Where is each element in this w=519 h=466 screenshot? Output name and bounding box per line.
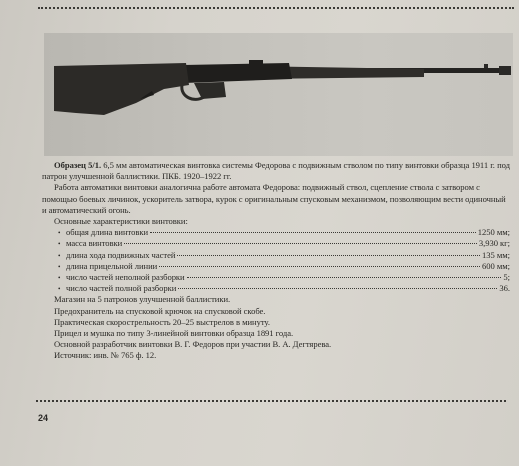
spec-value: 36. (499, 283, 510, 294)
spec-label: длина хода подвижных частей (66, 249, 176, 260)
note-line: Прицел и мушка по типу 3-линейной винтовки образца 1891 года. (54, 327, 294, 338)
spec-value: 5; (503, 271, 510, 282)
dot-leader (150, 232, 476, 233)
spec-item (58, 283, 510, 294)
bullet-icon: • (58, 273, 61, 282)
dot-leader (187, 277, 502, 278)
figure-caption (42, 160, 510, 182)
source-line: Источник: инв. № 765 ф. 12. (54, 350, 157, 361)
spec-item (58, 261, 510, 272)
note-line: Магазин на 5 патронов улучшенной баллистики. (54, 294, 231, 305)
spec-item (58, 238, 510, 249)
spec-label: общая длина винтовки (66, 227, 149, 238)
bullet-icon: • (58, 229, 61, 238)
bullet-icon: • (58, 251, 61, 260)
bullet-icon: • (58, 262, 61, 271)
spec-label: число частей полной разборки (66, 283, 177, 294)
spec-value: 1250 мм; (477, 227, 510, 238)
caption-label: Образец 5/1. (54, 160, 102, 170)
spec-label: длина прицельной линии (66, 260, 158, 271)
spec-label: масса винтовки (66, 238, 123, 249)
note-line: Основной разработчик винтовки В. Г. Федоров при участии В. А. Дегтярева. (54, 339, 332, 350)
note-line: Практическая скорострельность 20–25 выстрелов в минуту. (54, 316, 270, 327)
top-dotted-rule (38, 7, 514, 9)
bullet-icon: • (58, 240, 61, 249)
dot-leader (124, 243, 477, 244)
description-paragraph: Работа автоматики винтовки аналогична работе автомата Федорова: подвижный ствол, сцепление ствола с затвором с помощью боевых личинок, ускоритель затвора, курок с оригинальным спусковым механизмом, позволяющим вести одиночный и автоматический огонь. (42, 182, 506, 215)
spec-value: 3,930 кг; (478, 238, 510, 249)
dot-leader (177, 255, 480, 256)
bottom-dotted-rule (36, 400, 506, 402)
note-line: Предохранитель на спусковой крючок на спусковой скобе. (54, 305, 266, 316)
dot-leader (159, 266, 480, 267)
spec-item (58, 272, 510, 283)
article-text (42, 160, 510, 362)
spec-item (58, 250, 510, 261)
bullet-icon: • (58, 285, 61, 294)
rifle-photo (44, 33, 513, 156)
caption-text: 6,5 мм автоматическая винтовка системы Федорова с подвижным стволом по типу винтовки образца 1911 г. под патрон улучшенной баллистики. ПКБ. 1920–1922 гг. (42, 160, 510, 182)
spec-item (58, 227, 510, 238)
specs-list (42, 227, 510, 294)
rifle-illustration (44, 33, 513, 156)
page-number: 24 (38, 413, 49, 423)
spec-label: число частей неполной разборки (66, 271, 185, 282)
dot-leader (178, 288, 497, 289)
spec-value: 600 мм; (482, 260, 510, 271)
spec-value: 135 мм; (482, 249, 510, 260)
specs-heading: Основные характеристики винтовки: (54, 216, 188, 227)
